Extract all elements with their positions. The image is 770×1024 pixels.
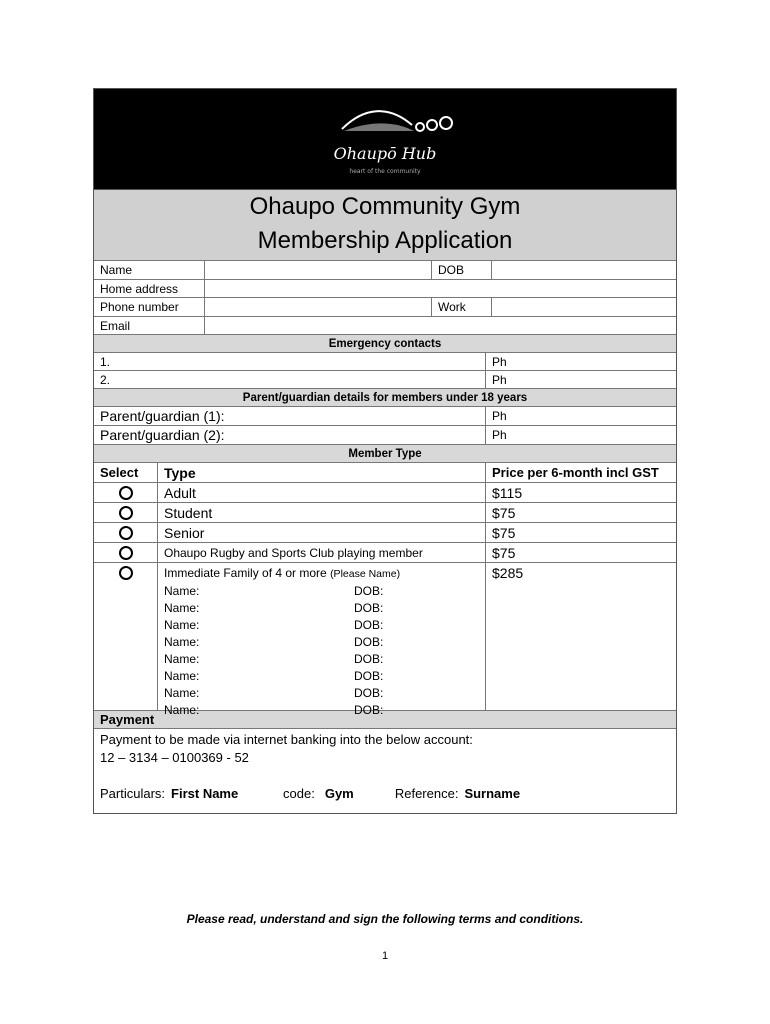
ohaupo-hub-logo: [304, 97, 466, 181]
name-label: Name: [100, 263, 133, 277]
svg-text:heart of the community: heart of the community: [349, 168, 421, 175]
particulars-value: First Name: [171, 786, 239, 801]
ph-label: Ph: [492, 409, 507, 423]
member-row-rugby: [94, 542, 676, 562]
dob-input[interactable]: [491, 261, 676, 279]
member-type-label: Senior: [157, 523, 485, 542]
email-row: [94, 316, 676, 334]
member-type-heading: Member Type: [94, 445, 676, 462]
member-row-senior: [94, 522, 676, 542]
phone-row: [94, 297, 676, 316]
member-type-label: Immediate Family of 4 or more: [164, 566, 331, 580]
form-title: Ohaupo Community Gym: [249, 193, 521, 220]
family-member-line[interactable]: Name: DOB:: [164, 601, 384, 615]
email-label: Email: [100, 318, 131, 333]
member-row-family: [94, 562, 676, 717]
family-member-line[interactable]: Name: DOB:: [164, 618, 384, 632]
particulars-label: Particulars:: [100, 786, 166, 801]
svg-text:Ohaupō Hub: Ohaupō Hub: [333, 144, 437, 163]
membership-form: [93, 88, 677, 814]
family-member-line[interactable]: Name: DOB:: [164, 635, 384, 649]
member-price: $115: [485, 483, 676, 502]
header-banner: [94, 89, 676, 189]
code-label: code:: [283, 786, 315, 801]
emergency-2-label: 2.: [100, 372, 111, 387]
member-type-label: Student: [157, 503, 485, 522]
home-address-row: [94, 279, 676, 297]
guardian-1-label: Parent/guardian (1):: [100, 408, 225, 424]
member-price: $75: [485, 543, 676, 562]
select-rugby-radio[interactable]: [119, 546, 133, 560]
family-details: [157, 563, 485, 717]
guardian-row-2: [94, 425, 676, 444]
please-name-note: (Please Name): [330, 568, 401, 580]
select-student-radio[interactable]: [119, 506, 133, 520]
member-type-label: Adult: [157, 483, 485, 502]
work-label: Work: [431, 298, 491, 316]
home-address-label: Home address: [100, 281, 179, 296]
family-member-line[interactable]: Name: DOB:: [164, 652, 384, 666]
emergency-row-1: [94, 352, 676, 370]
family-member-line[interactable]: Name: DOB:: [164, 703, 384, 717]
member-price: $75: [485, 503, 676, 522]
terms-note: Please read, understand and sign the following terms and conditions.: [186, 912, 584, 926]
bank-account-number: 12 – 3134 – 0100369 - 52: [100, 750, 249, 765]
emergency-1-ph[interactable]: [485, 353, 676, 370]
member-row-student: [94, 502, 676, 522]
family-member-line[interactable]: Name: DOB:: [164, 686, 384, 700]
payment-references: [100, 785, 670, 803]
guardian-2-input[interactable]: [94, 426, 485, 444]
code-value: Gym: [324, 786, 354, 801]
payment-instruction: Payment to be made via internet banking into the below account:: [100, 732, 473, 747]
phone-input[interactable]: [204, 298, 431, 316]
member-price: $285: [485, 563, 676, 710]
guardian-1-input[interactable]: [94, 407, 485, 425]
ph-label: Ph: [492, 372, 507, 387]
col-price: Price per 6-month incl GST: [485, 463, 676, 482]
dob-label: DOB: [431, 261, 491, 279]
guardian-row-1: [94, 406, 676, 425]
col-type: Type: [157, 463, 485, 482]
guardian-2-label: Parent/guardian (2):: [100, 427, 225, 443]
select-adult-radio[interactable]: [119, 486, 133, 500]
member-type-header-row: [94, 462, 676, 482]
emergency-1-label: 1.: [100, 354, 111, 369]
emergency-heading: Emergency contacts: [94, 335, 676, 352]
reference-label: Reference:: [394, 786, 459, 801]
member-row-adult: [94, 482, 676, 502]
home-address-input[interactable]: [204, 280, 676, 297]
member-price: $75: [485, 523, 676, 542]
member-type-label: Ohaupo Rugby and Sports Club playing member: [157, 543, 485, 562]
emergency-heading-row: [94, 334, 676, 352]
select-family-radio[interactable]: [119, 566, 133, 580]
page-number: 1: [381, 950, 389, 962]
family-member-line[interactable]: Name: DOB:: [164, 669, 384, 683]
emergency-row-2: [94, 370, 676, 388]
guardian-1-ph[interactable]: [485, 407, 676, 425]
name-input[interactable]: [204, 261, 431, 279]
select-senior-radio[interactable]: [119, 526, 133, 540]
guardian-2-ph[interactable]: [485, 426, 676, 444]
guardian-heading: Parent/guardian details for members under 18 years: [94, 389, 676, 406]
payment-section: [94, 729, 676, 813]
payment-heading: Payment: [94, 710, 676, 729]
member-type-heading-row: [94, 444, 676, 462]
ph-label: Ph: [492, 354, 507, 369]
col-select: Select: [100, 465, 139, 480]
ph-label: Ph: [492, 428, 507, 442]
name-row: [94, 260, 676, 279]
email-input[interactable]: [204, 317, 676, 334]
work-input[interactable]: [491, 298, 676, 316]
family-member-line[interactable]: Name: DOB:: [164, 584, 384, 598]
emergency-1-input[interactable]: [94, 353, 485, 370]
emergency-2-input[interactable]: [94, 371, 485, 388]
phone-label: Phone number: [100, 300, 179, 314]
emergency-2-ph[interactable]: [485, 371, 676, 388]
title-block: [94, 189, 676, 260]
form-subtitle: Membership Application: [257, 227, 513, 254]
guardian-heading-row: [94, 388, 676, 406]
reference-value: Surname: [464, 786, 521, 801]
